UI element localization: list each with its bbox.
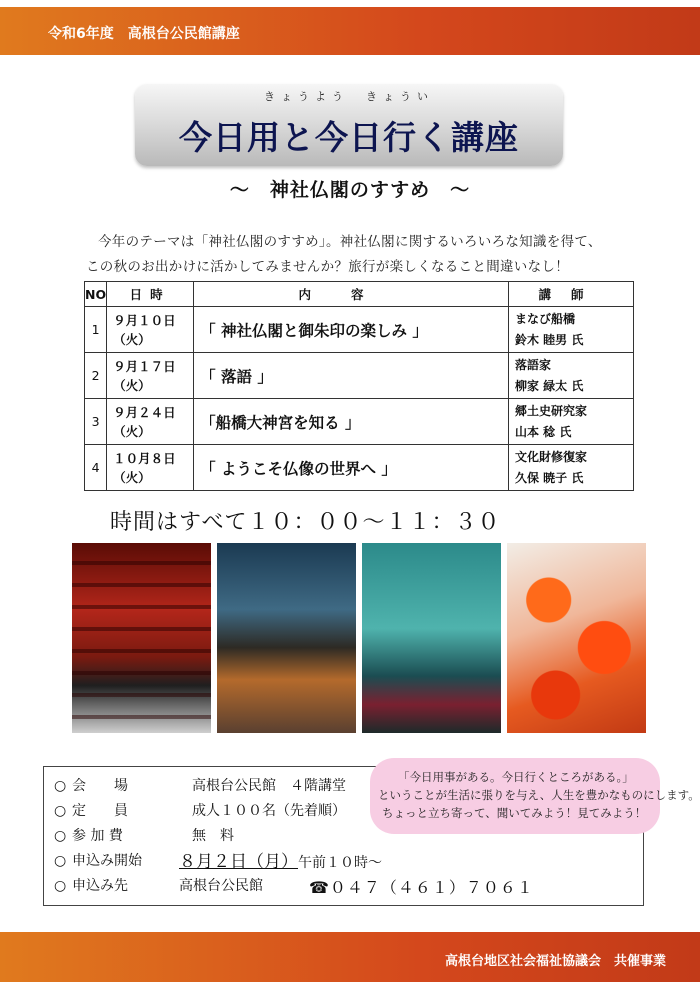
intro-line-1: 今年のテーマは「神社仏閣のすすめ」。神社仏閣に関するいろいろな知識を得て、: [98, 234, 602, 250]
title-banner: [135, 84, 563, 166]
note-line-1: 「今日用事がある。今日行くところがある。」: [398, 770, 634, 784]
bullet-icon: ○: [54, 778, 67, 794]
row-content: 「船橋大神宮を知る 」: [194, 399, 509, 445]
header-content: 内容: [194, 282, 509, 307]
row-no: 1: [85, 307, 107, 353]
row-no: 2: [85, 353, 107, 399]
start-label: 申込み開始: [72, 853, 142, 869]
lecturer-affiliation: 郷土史研究家: [515, 403, 588, 418]
row-lecturer: [509, 399, 634, 445]
lecturer-affiliation: まなび船橋: [515, 311, 576, 326]
pagoda-photo: [362, 543, 501, 733]
row-weekday: （火）: [113, 469, 151, 485]
row-lecturer: [509, 445, 634, 491]
capacity-value: 成人１００名（先着順）: [192, 803, 346, 819]
venue-value: 高根台公民館 ４階講堂: [192, 778, 346, 794]
lecturer-name: 鈴木 睦男 氏: [515, 332, 584, 347]
lecturer-name: 柳家 緑太 氏: [515, 378, 584, 393]
venue-label: 会 場: [72, 778, 128, 794]
start-time: 午前１０時～: [298, 855, 382, 871]
page-subtitle: ～ 神社仏閣のすすめ ～: [229, 179, 471, 201]
lecturer-affiliation: 文化財修復家: [515, 449, 588, 464]
header-date: 日時: [107, 282, 194, 307]
row-lecturer: [509, 307, 634, 353]
page-title: 今日用と今日行く講座: [179, 118, 519, 157]
row-content: 「 落語 」: [194, 353, 509, 399]
info-venue: [54, 775, 346, 795]
header-bar: [0, 7, 700, 55]
info-start: [54, 850, 382, 872]
bullet-icon: ○: [54, 803, 67, 819]
capacity-label: 定 員: [72, 803, 128, 819]
contact-label: 申込み先: [72, 878, 128, 894]
bullet-icon: ○: [54, 828, 67, 844]
lecturer-name: 久保 暁子 氏: [515, 470, 584, 485]
table-header-row: [85, 282, 634, 307]
time-note: 時間はすべて１０：００～１１：３０: [110, 510, 501, 535]
row-date: [107, 353, 194, 399]
intro-line-2: この秋のお出かけに活かしてみませんか？旅行が楽しくなること間違いなし！: [86, 259, 569, 275]
torii-gates-photo: [72, 543, 211, 733]
bullet-icon: ○: [54, 878, 67, 894]
row-weekday: （火）: [113, 331, 151, 347]
row-weekday: （火）: [113, 377, 151, 393]
autumn-leaves-photo: [507, 543, 646, 733]
contact-place: 高根台公民館: [179, 878, 263, 894]
table-row: [85, 353, 634, 399]
bullet-icon: ○: [54, 853, 67, 869]
lecturer-name: 山本 稔 氏: [515, 424, 572, 439]
row-lecturer: [509, 353, 634, 399]
table-row: [85, 445, 634, 491]
header-label: 令和6年度 高根台公民館講座: [48, 26, 240, 42]
old-street-photo: [217, 543, 356, 733]
note-line-3: ちょっと立ち寄って、聞いてみよう！見てみよう！: [382, 806, 647, 820]
row-date: [107, 445, 194, 491]
note-bubble: [370, 758, 700, 834]
header-lecturer: 講師: [509, 282, 634, 307]
phone-number: ☎０４７（４６１）７０６１: [309, 878, 534, 897]
row-no: 3: [85, 399, 107, 445]
info-capacity: [54, 800, 346, 820]
row-content: 「 ようこそ仏像の世界へ 」: [194, 445, 509, 491]
schedule-table: [84, 281, 634, 491]
row-no: 4: [85, 445, 107, 491]
table-row: [85, 399, 634, 445]
row-date-day: １０月８日: [113, 450, 176, 466]
row-date-day: ９月２４日: [113, 404, 176, 420]
footer-bar: [0, 932, 700, 982]
row-date: [107, 307, 194, 353]
fee-label: 参 加 費: [72, 828, 123, 844]
row-weekday: （火）: [113, 423, 151, 439]
info-contact: [54, 875, 534, 897]
lecturer-affiliation: 落語家: [515, 357, 552, 372]
header-no: NO: [85, 282, 107, 307]
row-date: [107, 399, 194, 445]
footer-label: 高根台地区社会福祉協議会 共催事業: [444, 954, 666, 969]
note-line-2: ということが生活に張りを与え、人生を豊かなものにします。: [378, 788, 700, 802]
row-date-day: ９月１０日: [113, 312, 176, 328]
fee-value: 無 料: [192, 828, 234, 844]
start-date: ８月２日（月）: [179, 852, 298, 872]
row-date-day: ９月１７日: [113, 358, 176, 374]
info-fee: [54, 825, 234, 845]
row-content: 「 神社仏閣と御朱印の楽しみ 」: [194, 307, 509, 353]
table-row: [85, 307, 634, 353]
title-furigana: きょうよう きょうい: [264, 90, 434, 103]
